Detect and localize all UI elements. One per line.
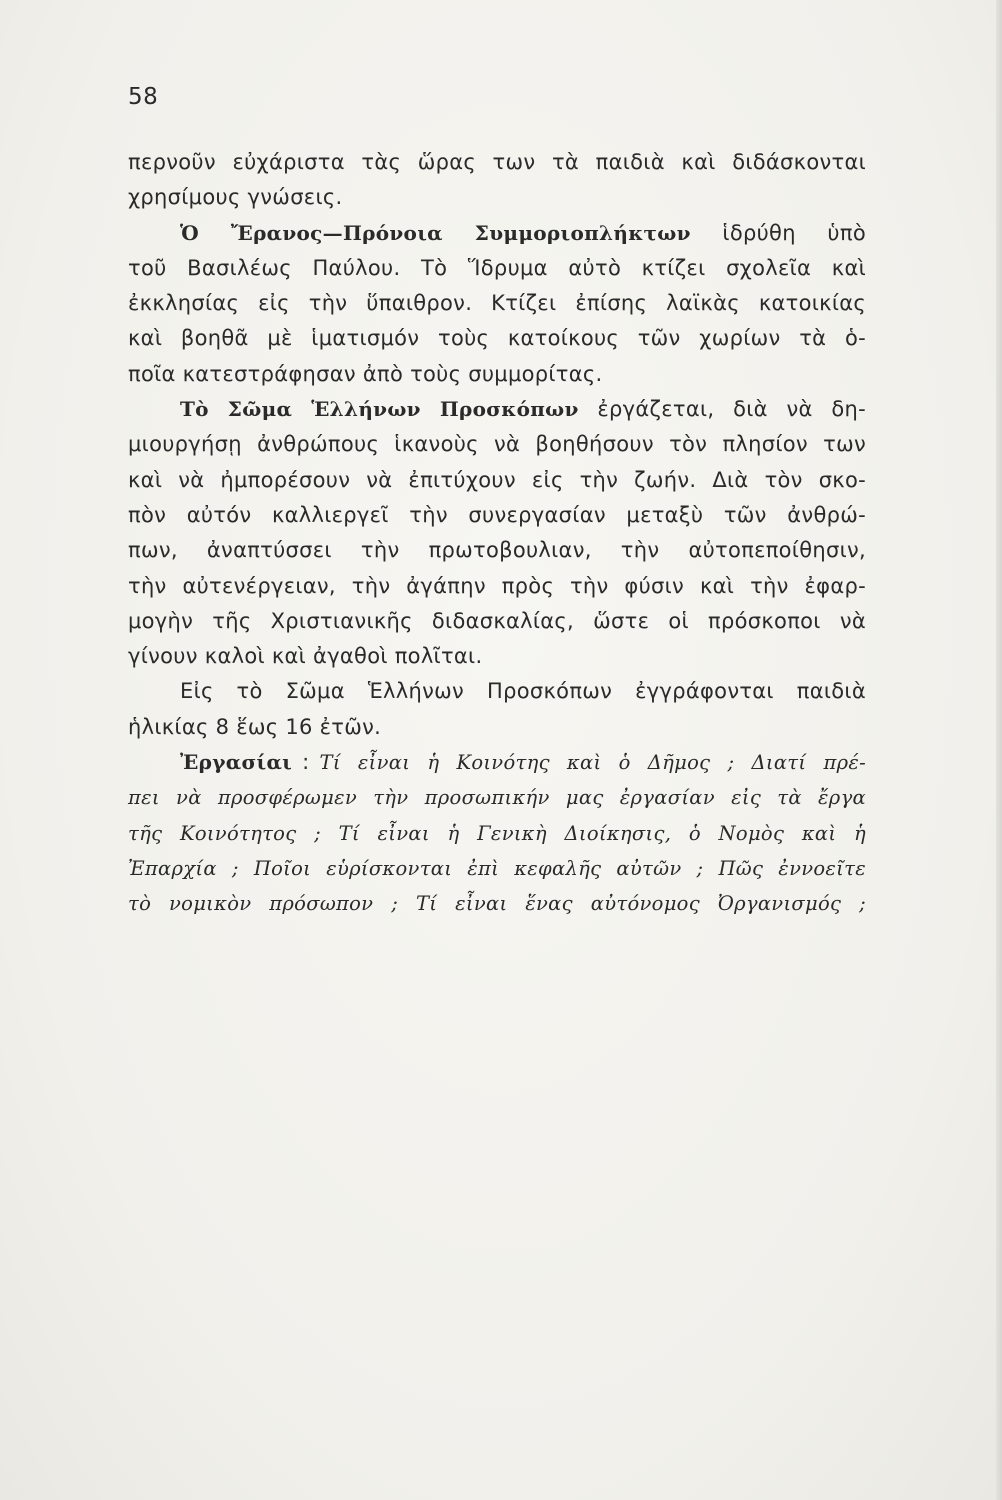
paragraph-2-line-1 — [128, 216, 866, 251]
paragraph-3-line-4: πὸν αὐτόν καλλιεργεῖ τὴν συνεργασίαν μεταξὺ τῶν ἀνθρώ- — [128, 502, 866, 527]
paragraph-5-line-5: τὸ νομικὸν πρόσωπον ; Τί εἶναι ἕνας αὐτόνομος Ὀργανισμός ; — [128, 892, 866, 916]
paragraph-3-line-1 — [128, 392, 866, 427]
paragraph-5-line-4: Ἐπαρχία ; Ποῖοι εὑρίσκονται ἐπὶ κεφαλῆς αὐτῶν ; Πῶς ἐννοεῖτε — [128, 856, 866, 880]
paragraph-5-line-1-rest: Τί εἶναι ἡ Κοινότης καὶ ὁ Δῆμος ; Διατί πρέ- — [319, 751, 866, 775]
paragraph-3-line-8: γίνουν καλοὶ καὶ ἀγαθοὶ πολῖται. — [128, 644, 483, 669]
paragraph-3-line-2: μιουργήσῃ ἀνθρώπους ἱκανοὺς νὰ βοηθήσουν τὸν πλησίον των — [128, 432, 866, 457]
paragraph-2-line-5: ποῖα κατεστράφησαν ἀπὸ τοὺς συμμορίτας. — [128, 361, 603, 386]
paragraph-5-heading: Ἐργασίαι — [180, 750, 293, 775]
paragraph-3-line-5: πων, ἀναπτύσσει τὴν πρωτοβουλιαν, τὴν αὐτοπεποίθησιν, — [128, 538, 866, 563]
page-edge — [996, 0, 1002, 1500]
page-number: 58 — [128, 84, 159, 110]
paragraph-2-line-2: τοῦ Βασιλέως Παύλου. Τὸ Ἵδρυμα αὐτὸ κτίζει σχολεῖα καὶ — [128, 255, 866, 280]
paragraph-2-line-1-rest: ἱδρύθη ὑπὸ — [722, 220, 866, 245]
paragraph-5-line-3: τῆς Κοινότητος ; Τί εἶναι ἡ Γενικὴ Διοίκησις, ὁ Νομὸς καὶ ἡ — [128, 821, 866, 845]
paragraph-3-heading: Τὸ Σῶμα Ἑλλήνων Προσκόπων — [180, 397, 579, 422]
paragraph-4-line-2: ἡλικίας 8 ἕως 16 ἐτῶν. — [128, 714, 382, 739]
paragraph-1-line-1: περνοῦν εὐχάριστα τὰς ὥρας των τὰ παιδιὰ καὶ διδάσκονται — [128, 150, 866, 174]
body-text — [128, 145, 866, 922]
paragraph-3-line-6: τὴν αὐτενέργειαν, τὴν ἀγάπην πρὸς τὴν φύσιν καὶ τὴν ἐφαρ- — [128, 573, 866, 598]
paragraph-3-line-7: μογὴν τῆς Χριστιανικῆς διδασκαλίας, ὥστε οἱ πρόσκοποι νὰ — [128, 608, 866, 633]
paragraph-2-line-3: ἐκκλησίας εἰς τὴν ὕπαιθρον. Κτίζει ἐπίσης λαϊκὰς κατοικίας — [128, 291, 866, 316]
paragraph-2-heading: Ὁ Ἔρανος—Πρόνοια Συμμοριοπλήκτων — [180, 220, 691, 245]
paragraph-3-line-3: καὶ νὰ ἠμπορέσουν νὰ ἐπιτύχουν εἰς τὴν ζωήν. Διὰ τὸν σκο- — [128, 467, 866, 492]
paragraph-5-line-2: πει νὰ προσφέρωμεν τὴν προσωπικήν μας ἐργασίαν εἰς τὰ ἔργα — [128, 786, 866, 810]
paragraph-4-line-1: Εἰς τὸ Σῶμα Ἑλλήνων Προσκόπων ἐγγράφονται παιδιὰ — [180, 679, 866, 704]
paragraph-5-separator: : — [302, 750, 310, 775]
paragraph-5-line-1 — [128, 745, 866, 780]
paragraph-1-line-2: χρησίμους γνώσεις. — [128, 185, 343, 210]
paragraph-3-line-1-rest: ἐργάζεται, διὰ νὰ δη- — [597, 397, 866, 422]
paragraph-2-line-4: καὶ βοηθᾶ μὲ ἱματισμόν τοὺς κατοίκους τῶν χωρίων τὰ ὁ- — [128, 326, 866, 351]
